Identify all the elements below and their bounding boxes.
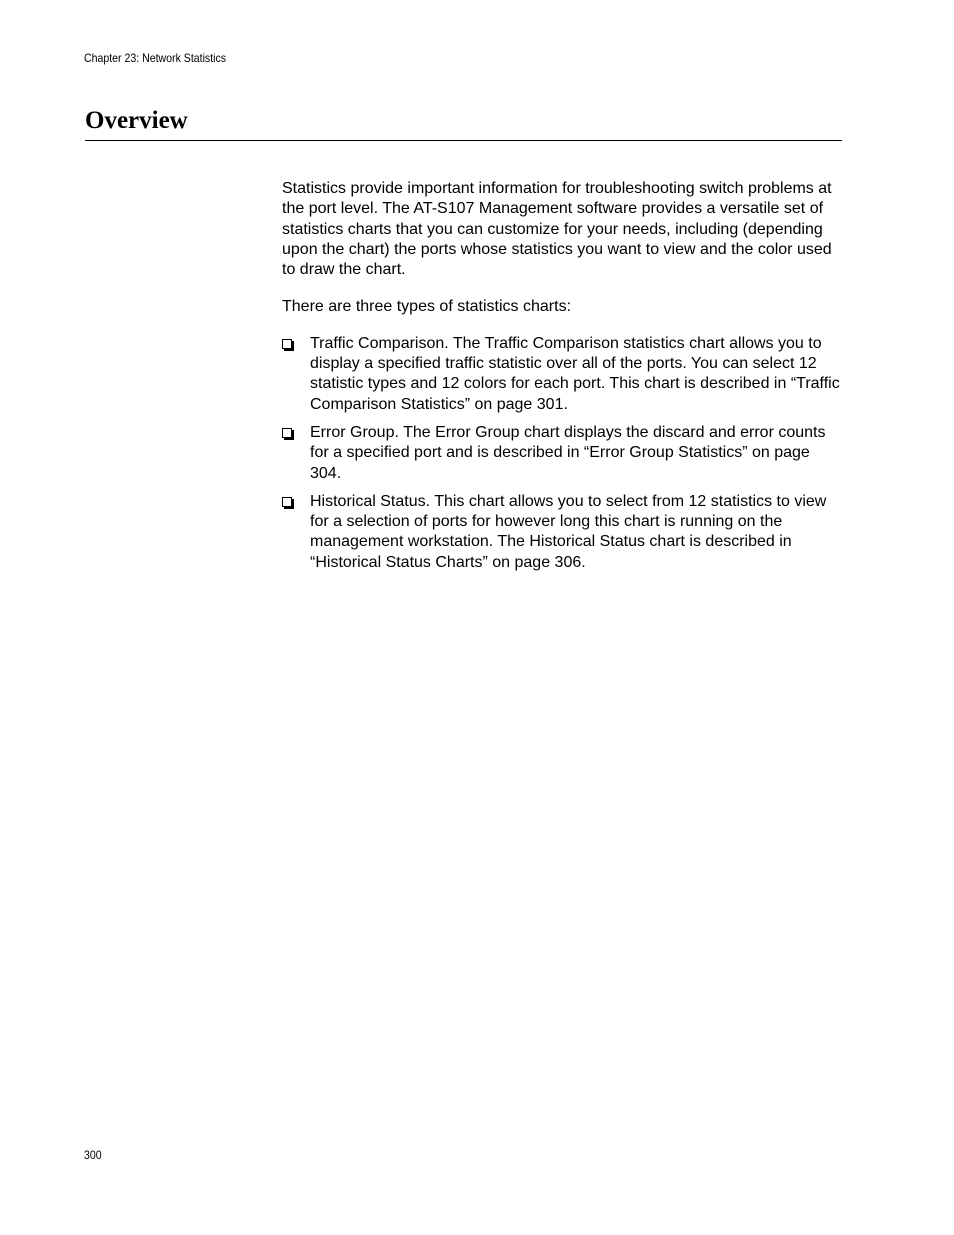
intro-paragraph: Statistics provide important information for troubleshooting switch problems at the port level. The AT-S107 Management software provides a versatile set of statistics charts that you can customize for your needs, including (depending upon the chart) the ports whose statistics you want to view and the color used to draw the chart. [282, 180, 832, 279]
checkbox-bullet-icon [282, 428, 292, 438]
title-rule [85, 140, 842, 141]
lead-paragraph: There are three types of statistics charts: [282, 298, 572, 316]
list-item [282, 492, 844, 573]
checkbox-bullet-icon [282, 497, 292, 507]
list-item-text: Traffic Comparison. The Traffic Comparison statistics chart allows you to display a specified traffic statistic over all of the ports. You can select 12 statistic types and 12 colors for each port. This chart is described in “Traffic Comparison Statistics” on page 301. [310, 334, 840, 413]
checkbox-bullet-icon [282, 339, 292, 349]
list-item-text: Error Group. The Error Group chart displays the discard and error counts for a specified port and is described in “Error Group Statistics” on page 304. [310, 423, 826, 482]
list-item-text: Historical Status. This chart allows you to select from 12 statistics to view for a selection of ports for however long this chart is running on the management workstation. The Historical Status chart is described in “Historical Status Charts” on page 306. [310, 492, 827, 571]
running-header: Chapter 23: Network Statistics [84, 51, 227, 65]
list-item [282, 334, 844, 415]
chart-types-list [282, 334, 844, 573]
list-item [282, 423, 844, 484]
body-column [282, 179, 844, 581]
section-title: Overview [85, 107, 188, 134]
page-number: 300 [84, 1148, 102, 1162]
